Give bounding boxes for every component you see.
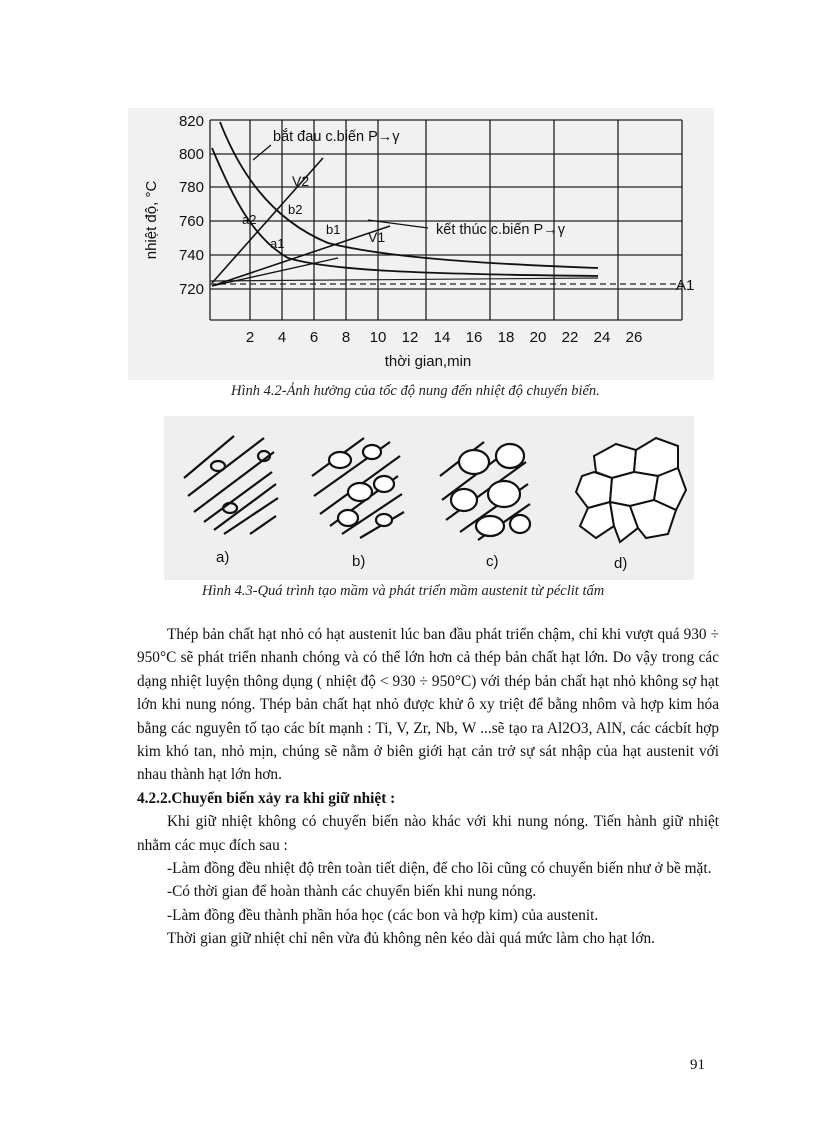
bullet-3: -Làm đồng đều thành phần hóa học (các bon và hợp kim) của austenit. — [167, 906, 599, 924]
label-A1: A1 — [676, 277, 695, 294]
x-tick: 6 — [309, 329, 319, 346]
label-b1: b1 — [326, 222, 341, 237]
section-heading-4-2-2: 4.2.2.Chuyển biến xảy ra khi giữ nhiệt : — [137, 789, 396, 807]
label-a2: a2 — [242, 212, 257, 227]
figure-4-2-chart — [128, 108, 714, 380]
panel-d-austenite-grains — [576, 438, 686, 542]
x-tick: 4 — [277, 329, 287, 346]
paragraph-holding: Khi giữ nhiệt không có chuyển biến nào khác với khi nung nóng. Tiến hành giữ nhiệt nhằm các mục đích sau : — [137, 813, 719, 854]
bullet-1: -Làm đồng đều nhiệt độ trên toàn tiết diện, để cho lõi cũng có chuyển biến như ở bề mặt. — [167, 860, 712, 878]
paragraph-1-tail: , AlN, các cácbít hợp kim khó tan, nhỏ mịn, chúng sẽ nằm ở biên giới hạt cản trở sự sát nhập của hạt austenit với nhau thành hạt lớn hơn. — [137, 719, 719, 784]
label-a1: a1 — [270, 236, 285, 251]
bullet-2: -Có thời gian để hoàn thành các chuyển biến khi nung nóng. — [167, 883, 537, 901]
page-number: 91 — [690, 1057, 705, 1073]
y-tick: 780 — [178, 179, 204, 196]
panel-label-b: b) — [352, 553, 366, 570]
paragraph-1-text: Thép bản chất hạt nhỏ có hạt austenit lúc ban đầu phát triển chậm, chỉ khi vượt quá 930 ÷ 950°C sẽ phát triển nhanh chóng và có thể lớn hơn cả thép bản chất hạt lớn. Do vậy trong các dạng nhiệt luyện thông dụng ( nhiệt độ < 930 ÷ 950°C) với thép bản chất hạt nhỏ không sợ hạt lớn khi nung nóng. Thép bản chất hạt nhỏ được khử ô xy triệt để bằng nhôm và hợp kim hóa bằng các nguyên tố tạo các bít mạnh : Ti, V, Zr, Nb, W ...sẽ tạo ra — [137, 626, 719, 737]
y-tick: 800 — [178, 146, 204, 163]
y-tick: 740 — [178, 247, 204, 264]
label-v1: V1 — [368, 229, 386, 245]
y-tick: 760 — [178, 213, 204, 230]
label-v2: V2 — [292, 173, 310, 189]
x-tick: 24 — [593, 329, 611, 346]
y-axis-label: nhiệt độ, °C — [143, 180, 160, 260]
panel-a-pearlite — [184, 436, 278, 534]
x-tick: 16 — [465, 329, 483, 346]
paragraph-grain-size — [137, 623, 719, 787]
figure-4-2-caption: Hình 4.2-Ảnh hưởng của tốc độ nung đến nhiệt độ chuyển biến. — [231, 383, 600, 399]
a1-line — [210, 278, 682, 284]
x-tick: 8 — [341, 329, 351, 346]
x-tick: 10 — [369, 329, 387, 346]
x-tick: 2 — [245, 329, 255, 346]
chart-grid — [210, 120, 682, 320]
start-label-pointer — [253, 145, 271, 160]
paragraph-holding-time: Thời gian giữ nhiệt chỉ nên vừa đủ không nên kéo dài quá mức làm cho hạt lớn. — [167, 930, 655, 948]
chemical-formula-al2o3: Al2O3 — [546, 719, 589, 737]
figure-4-3-caption: Hình 4.3-Quá trình tạo mầm và phát triển mầm austenit từ péclit tấm — [202, 583, 605, 599]
heating-rate-v1-line — [212, 226, 390, 286]
figure-4-3-illustration — [164, 416, 694, 580]
x-tick: 20 — [529, 329, 547, 346]
label-b2: b2 — [288, 202, 303, 217]
label-end-transformation: kết thúc c.biến P→γ — [436, 222, 565, 238]
x-axis-label: thời gian,min — [384, 353, 472, 370]
label-start-transformation: bắt đau c.biến P→γ — [273, 129, 400, 145]
panel-label-d: d) — [614, 555, 628, 572]
x-tick: 12 — [401, 329, 419, 346]
panel-c-growth — [440, 442, 530, 540]
x-tick: 14 — [433, 329, 451, 346]
panel-label-c: c) — [486, 553, 499, 570]
panel-label-a: a) — [216, 549, 230, 566]
y-tick: 820 — [178, 113, 204, 130]
body-text — [137, 623, 719, 951]
y-tick: 720 — [178, 281, 204, 298]
start-transformation-curve — [212, 148, 598, 276]
x-tick: 22 — [561, 329, 579, 346]
x-tick: 26 — [625, 329, 643, 346]
panel-b-nucleation — [312, 438, 404, 538]
x-tick: 18 — [497, 329, 515, 346]
